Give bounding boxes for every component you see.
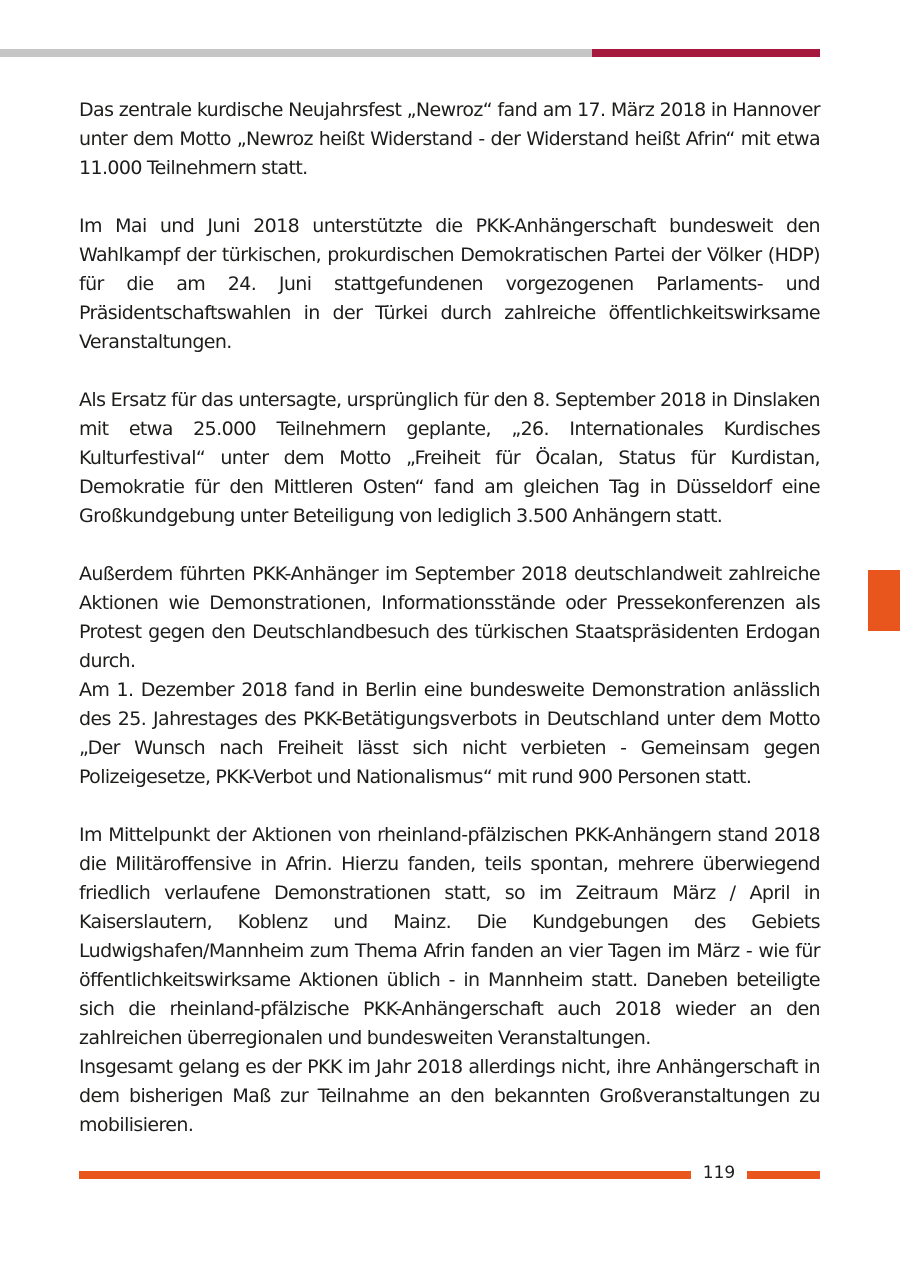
paragraph-spacer — [79, 183, 820, 212]
header-bar-gray — [0, 49, 592, 57]
paragraph-spacer — [79, 531, 820, 560]
paragraph-summary: Insgesamt gelang es der PKK im Jahr 2018 allerdings nicht, ihre Anhängerschaft in dem bisherigen Maß zur Teilnahme an den bekannten Großveranstaltungen zu mobilisieren. — [79, 1056, 820, 1136]
body-text — [79, 96, 820, 1140]
paragraph-berlin-demonstration: Am 1. Dezember 2018 fand in Berlin eine bundesweite Demonstration anlässlich des 25. Jahrestages des PKK-Betätigungsverbots in Deutschland unter dem Motto „Der Wunsch nach Freiheit lässt sich nicht verbieten - Gemeinsam gegen Polizeigesetze, PKK-Verbot und Nationalismus“ mit rund 900 Personen statt. — [79, 679, 820, 788]
paragraph-erdogan-protest: Außerdem führten PKK-Anhänger im September 2018 deutschlandweit zahlreiche Aktionen wie Demonstrationen, Informationsstände oder Pressekonferenzen als Protest gegen den Deutschlandbesuch des türkischen Staatspräsidenten Erdogan durch. — [79, 563, 820, 672]
footer-bar-right — [747, 1171, 820, 1179]
chapter-tab-marker — [868, 570, 900, 631]
paragraph-spacer — [79, 357, 820, 386]
paragraph-spacer — [79, 792, 820, 821]
footer-bar-left — [79, 1171, 691, 1179]
paragraph-newroz: Das zentrale kurdische Neujahrsfest „Newroz“ fand am 17. März 2018 in Hannover unter dem Motto „Newroz heißt Widerstand - der Widerstand heißt Afrin“ mit etwa 11.000 Teilnehmern statt. — [79, 99, 820, 179]
paragraph-kulturfestival: Als Ersatz für das untersagte, ursprünglich für den 8. September 2018 in Dinslaken mit etwa 25.000 Teilnehmern geplante, „26. Internationales Kurdisches Kulturfestival“ unter dem Motto „Freiheit für Öcalan, Status für Kurdistan, Demokratie für den Mittleren Osten“ fand am gleichen Tag in Düsseldorf eine Großkundgebung unter Beteiligung von lediglich 3.500 Anhängern statt. — [79, 389, 820, 527]
paragraph-rheinland-pfalz: Im Mittelpunkt der Aktionen von rheinland-pfälzischen PKK-Anhängern stand 2018 die Militäroffensive in Afrin. Hierzu fanden, teils spontan, mehrere überwiegend friedlich verlaufene Demonstrationen statt, so im Zeitraum März / April in Kaiserslautern, Koblenz und Mainz. Die Kundgebungen des Gebiets Ludwigshafen/Mannheim zum Thema Afrin fanden an vier Tagen im März - wie für öffentlichkeitswirksame Aktionen üblich - in Mannheim statt. Daneben beteiligte sich die rheinland-pfälzische PKK-Anhängerschaft auch 2018 wieder an den zahlreichen überregionalen und bundesweiten Veranstaltungen. — [79, 824, 820, 1049]
paragraph-hdp-campaign: Im Mai und Juni 2018 unterstützte die PKK-Anhängerschaft bundesweit den Wahlkampf der türkischen, prokurdischen Demokratischen Partei der Völker (HDP) für die am 24. Juni stattgefundenen vorgezogenen Parlaments- und Präsidentschaftswahlen in der Türkei durch zahlreiche öffentlichkeitswirksame Veranstaltungen. — [79, 215, 820, 353]
header-bar-red — [592, 49, 820, 57]
page-number: 119 — [702, 1163, 736, 1183]
